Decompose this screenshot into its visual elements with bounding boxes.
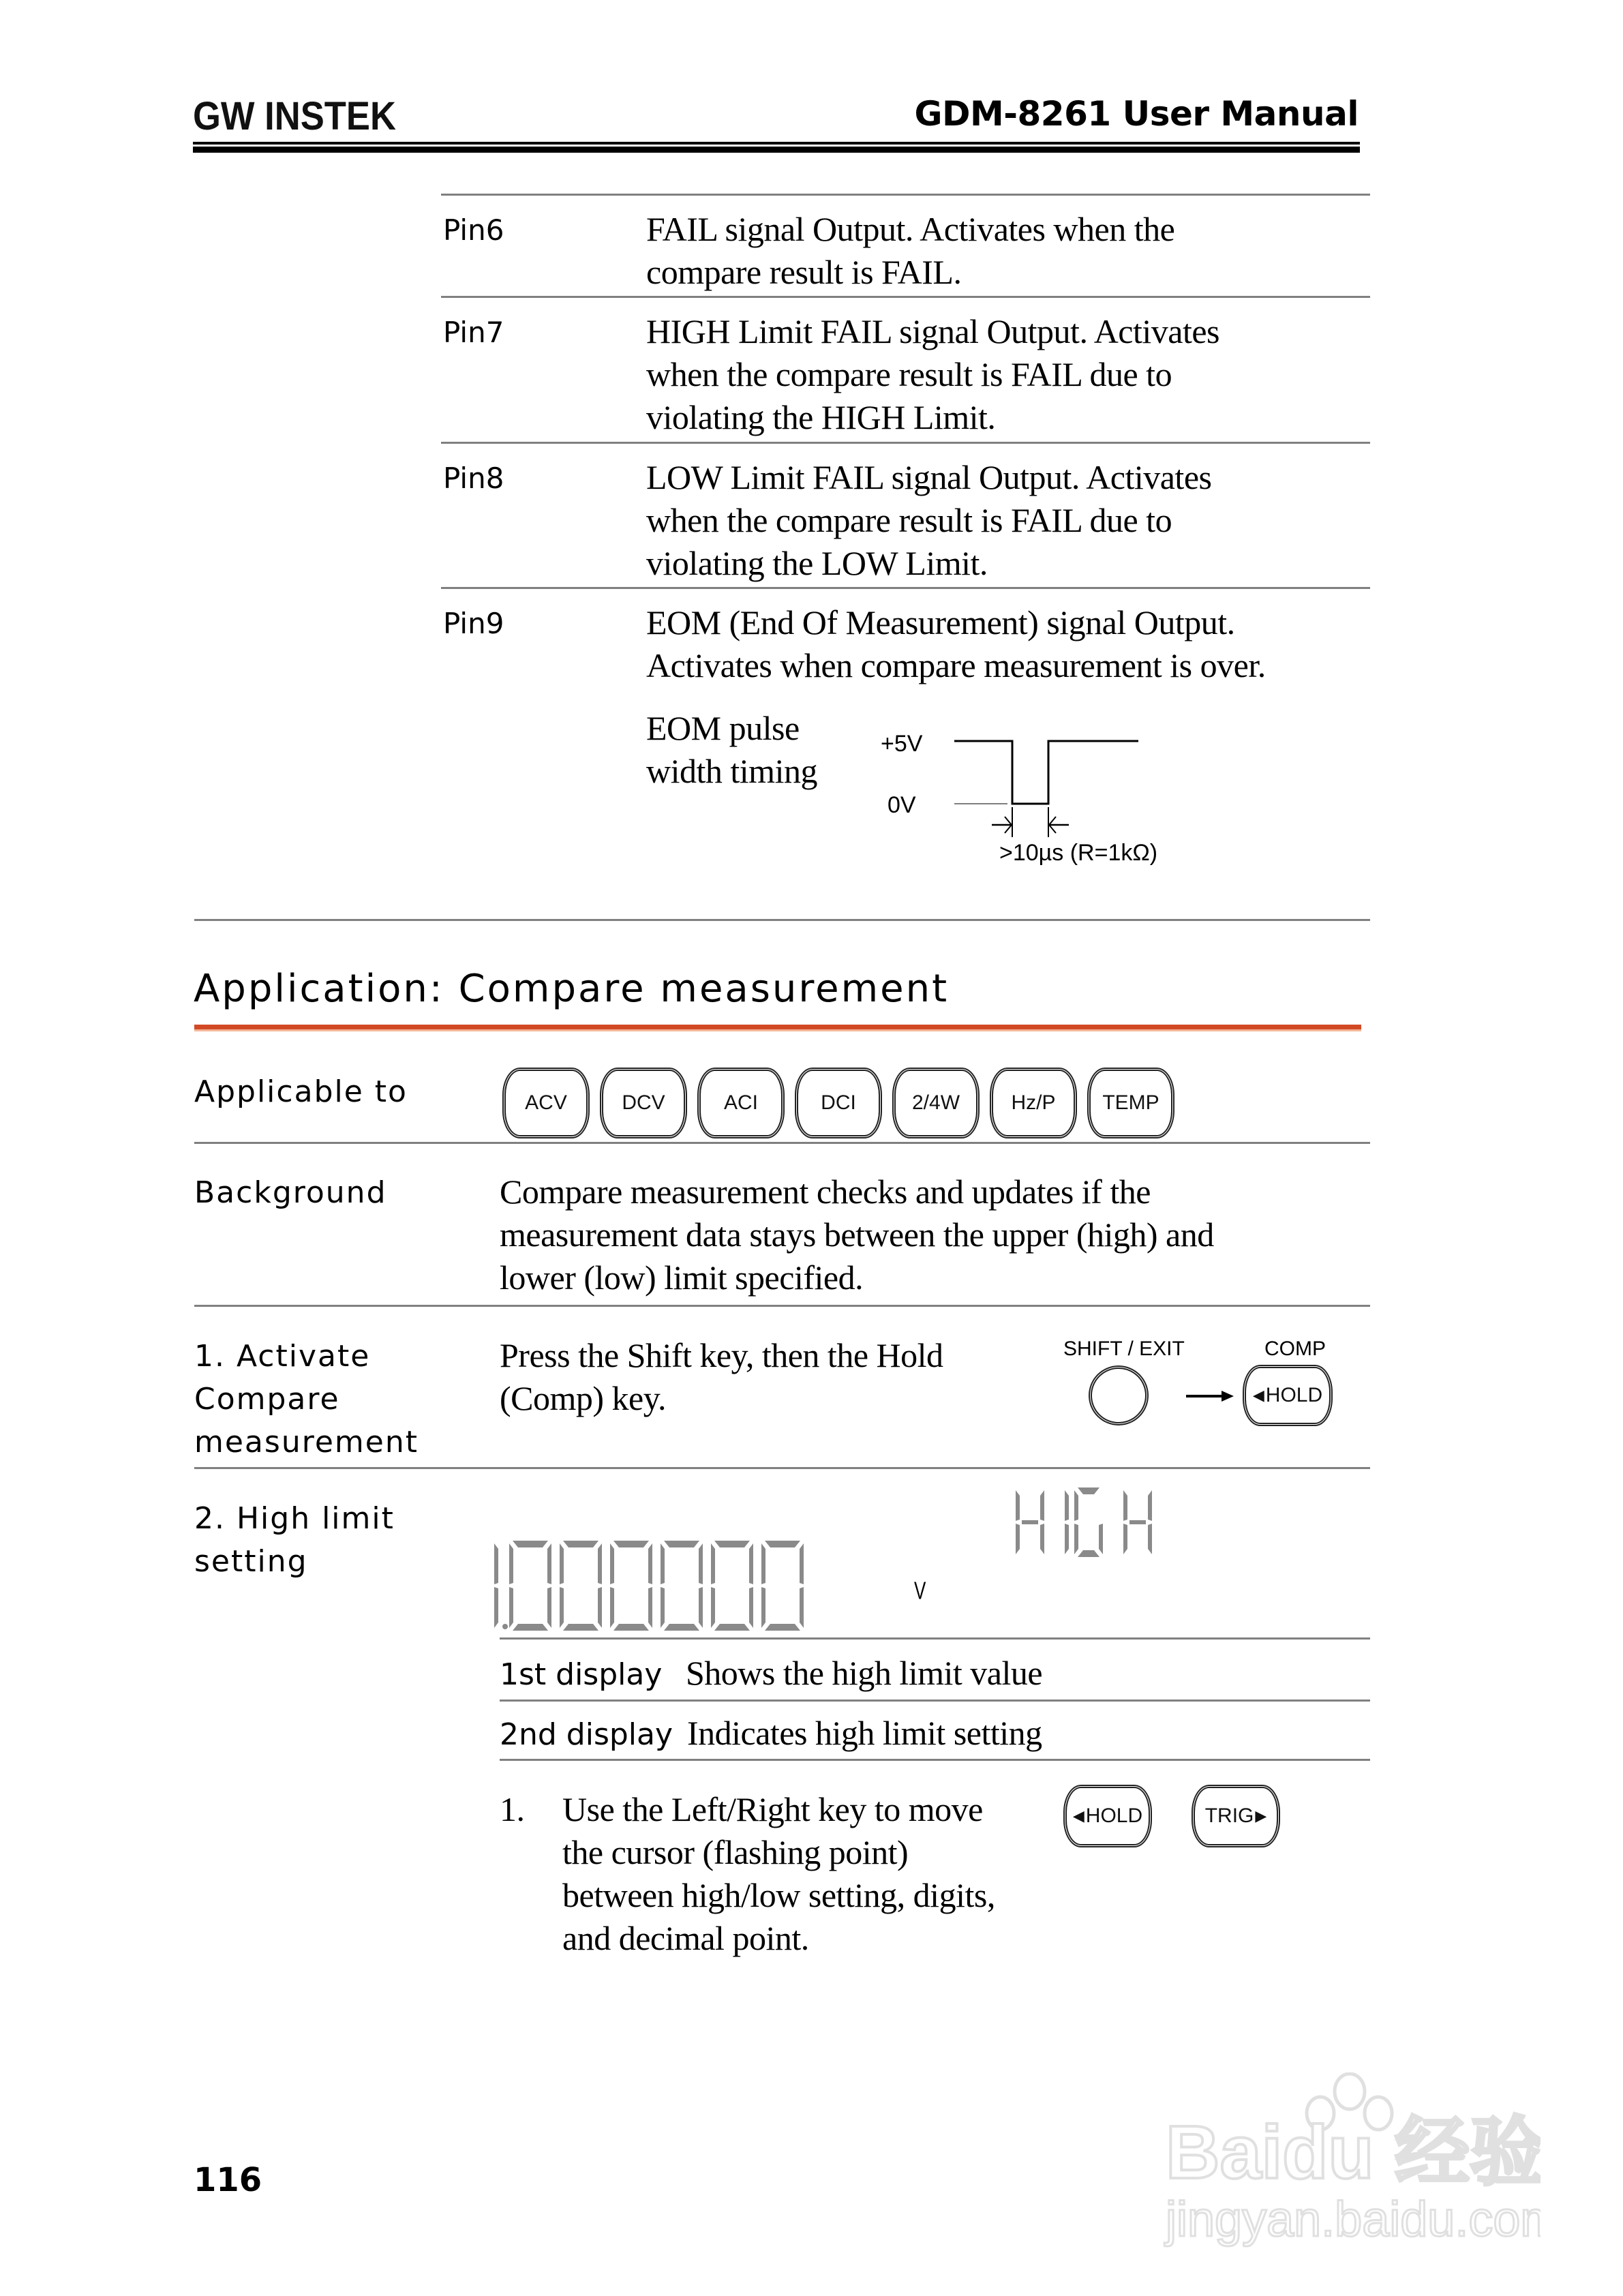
lcd-segment <box>761 1543 765 1584</box>
step1-label-line: Compare <box>194 1382 340 1417</box>
pulse-line <box>954 741 1138 804</box>
pin-label: Pin9 <box>443 607 504 640</box>
lcd-segment <box>560 1543 564 1584</box>
pin-description-line: FAIL signal Output. Activates when the <box>646 210 1175 248</box>
key-label: ACV <box>525 1091 567 1114</box>
watermark-url: jingyan.baidu.com <box>1166 2192 1541 2247</box>
key-label: HOLD <box>1085 1804 1143 1827</box>
manual-title: GDM-8261 User Manual <box>914 94 1359 134</box>
pulse-width-label: >10µs (R=1kΩ) <box>999 840 1158 866</box>
background-label: Background <box>194 1175 387 1210</box>
lcd-segment <box>513 1541 548 1547</box>
instruction-line: between high/low setting, digits, <box>562 1876 995 1914</box>
left-triangle-icon: ◀ <box>1252 1387 1264 1404</box>
key-temp[interactable] <box>1087 1068 1174 1138</box>
lcd-digit <box>761 1541 804 1631</box>
lcd-segment <box>1040 1490 1044 1521</box>
applicable-label: Applicable to <box>194 1074 408 1109</box>
right-trig-key[interactable] <box>1192 1785 1280 1847</box>
lcd-digit <box>494 1543 498 1628</box>
background-text <box>500 1170 1214 1299</box>
pin-table-top-rule <box>441 194 1370 196</box>
step2-label-line: setting <box>194 1544 308 1579</box>
step1-label-line: measurement <box>194 1425 419 1460</box>
lcd-segment <box>1065 1490 1069 1521</box>
lcd-segment <box>711 1587 715 1628</box>
lcd-segment <box>749 1587 753 1628</box>
logo-text: GW INSTEK <box>193 95 397 134</box>
key-hz-p[interactable] <box>990 1068 1077 1138</box>
lcd-segment <box>761 1587 765 1628</box>
section-title: Application: Compare measurement <box>194 967 950 1011</box>
lcd-segment <box>1065 1524 1069 1554</box>
display-table-rule <box>500 1700 1370 1702</box>
display-value: Indicates high limit setting <box>687 1714 1042 1752</box>
pin-description-line: EOM (End Of Measurement) signal Output. <box>646 603 1235 641</box>
lcd-segment <box>699 1587 703 1628</box>
display-value: Shows the high limit value <box>686 1654 1043 1692</box>
key-label: HOLD <box>1265 1384 1323 1406</box>
lcd-decimal-point <box>502 1624 508 1629</box>
lcd-digit <box>610 1541 652 1631</box>
step1-label-line: 1. Activate <box>194 1339 371 1374</box>
lcd-segment <box>1148 1490 1152 1521</box>
seven-segment-main-icon <box>494 1539 862 1635</box>
lcd-segment <box>610 1587 614 1628</box>
pin-description-line: violating the LOW Limit. <box>646 544 988 582</box>
watermark-brand: Baidu 经验 <box>1166 2111 1541 2194</box>
lcd-segment <box>1078 1550 1099 1557</box>
lcd-segment <box>714 1624 750 1631</box>
lcd-segment <box>800 1543 804 1584</box>
baidu-watermark <box>1159 2072 1541 2250</box>
display-table-rule <box>500 1637 1370 1640</box>
step1-text <box>500 1334 943 1420</box>
step1-label <box>194 1335 419 1464</box>
lcd-segment <box>1074 1524 1078 1554</box>
lcd-digit <box>661 1541 703 1631</box>
key-label: ACI <box>723 1091 758 1114</box>
key-2-4w[interactable] <box>892 1068 980 1138</box>
seven-segment-second-icon <box>1016 1486 1193 1561</box>
lcd-segment <box>1123 1524 1127 1554</box>
step2-label-line: 2. High limit <box>194 1501 395 1536</box>
background-line: lower (low) limit specified. <box>500 1258 864 1297</box>
lcd-segment <box>598 1543 602 1584</box>
lcd-segment <box>1078 1487 1099 1494</box>
key-aci[interactable] <box>697 1068 785 1138</box>
pin-label: Pin6 <box>443 213 504 247</box>
lcd-segment <box>765 1541 800 1547</box>
section-accent-rule-light <box>194 1029 1361 1031</box>
pin-description-line: HIGH Limit FAIL signal Output. Activates <box>646 312 1220 350</box>
key-label: DCI <box>821 1091 856 1114</box>
shift-key-button[interactable] <box>1089 1365 1149 1425</box>
high-level-label: +5V <box>881 731 923 757</box>
lcd-segment <box>610 1543 614 1584</box>
lcd-segment <box>1099 1524 1103 1554</box>
section-divider <box>194 919 1370 921</box>
eom-timing-diagram <box>873 723 1227 873</box>
lcd-segment <box>613 1624 649 1631</box>
lcd-digit <box>509 1541 551 1631</box>
pin-description <box>646 310 1219 439</box>
key-label: 2/4W <box>911 1091 960 1114</box>
header-rule-thin <box>193 142 1360 145</box>
row-divider <box>194 1305 1370 1307</box>
low-level-label: 0V <box>888 792 916 818</box>
pin-description-line: when the compare result is FAIL due to <box>646 501 1172 539</box>
eom-caption-line: EOM pulse <box>646 709 800 747</box>
pin-description-line: LOW Limit FAIL signal Output. Activates <box>646 458 1212 496</box>
key-dci[interactable] <box>795 1068 882 1138</box>
eom-caption <box>646 707 817 793</box>
key-acv[interactable] <box>502 1068 590 1138</box>
lcd-segment <box>547 1587 551 1628</box>
lcd-segment <box>563 1541 598 1547</box>
key-label: DCV <box>622 1091 665 1114</box>
key-label: Hz/P <box>1011 1091 1056 1114</box>
comp-label: COMP <box>1264 1338 1326 1360</box>
lcd-segment <box>509 1587 513 1628</box>
instruction-number: 1. <box>500 1790 525 1828</box>
lcd-segment <box>1040 1524 1044 1554</box>
pin-table-rule <box>441 587 1370 589</box>
page-number: 116 <box>194 2161 262 2199</box>
left-triangle-icon: ◀ <box>1072 1807 1084 1824</box>
lcd-segment <box>648 1543 652 1584</box>
lcd-segment <box>613 1541 649 1547</box>
pin-description-line: when the compare result is FAIL due to <box>646 355 1172 393</box>
pin-description <box>646 456 1211 585</box>
shift-key-label: SHIFT / EXIT <box>1063 1338 1185 1360</box>
pin-description <box>646 208 1174 294</box>
pin-description <box>646 601 1266 687</box>
lcd-segment <box>1123 1490 1127 1521</box>
step1-line: Press the Shift key, then the Hold <box>500 1336 943 1374</box>
pin-label: Pin8 <box>443 462 504 495</box>
right-triangle-icon: ▶ <box>1255 1807 1267 1824</box>
key-label: TEMP <box>1102 1091 1159 1114</box>
background-line: Compare measurement checks and updates if the <box>500 1173 1151 1211</box>
lcd-segment <box>714 1541 750 1547</box>
lcd-digit <box>1065 1490 1069 1554</box>
lcd-segment <box>547 1543 551 1584</box>
lcd-segment <box>765 1624 800 1631</box>
lcd-segment <box>648 1587 652 1628</box>
pulse-waveform-icon <box>873 723 1227 873</box>
pin-description-line: Activates when compare measurement is over. <box>646 646 1266 684</box>
left-hold-key[interactable] <box>1063 1785 1152 1847</box>
key-label: TRIG <box>1204 1804 1254 1827</box>
lcd-digit <box>1074 1487 1103 1557</box>
lcd-segment <box>800 1587 804 1628</box>
gw-instek-logo-icon <box>193 95 397 134</box>
pin-description-line: violating the HIGH Limit. <box>646 398 996 436</box>
display-key: 1st display <box>500 1657 663 1692</box>
lcd-segment <box>494 1587 498 1628</box>
row-divider <box>194 1467 1370 1469</box>
lcd-digit <box>1123 1490 1152 1554</box>
lcd-segment <box>494 1543 498 1584</box>
lcd-segment <box>661 1543 665 1584</box>
lcd-segment <box>598 1587 602 1628</box>
instruction-text <box>562 1788 995 1960</box>
brand-logo <box>193 95 397 134</box>
header-rule-thick <box>193 147 1360 153</box>
baidu-paw-icon <box>1159 2072 1541 2250</box>
lcd-segment <box>1074 1490 1078 1521</box>
lcd-segment <box>1129 1520 1146 1524</box>
lcd-digit <box>560 1541 602 1631</box>
display-key: 2nd display <box>500 1717 673 1752</box>
lcd-main-display <box>494 1539 862 1635</box>
pin-table-rule <box>441 296 1370 298</box>
pin-table-rule <box>441 442 1370 444</box>
lcd-segment <box>1148 1524 1152 1554</box>
lcd-segment <box>664 1541 699 1547</box>
lcd-second-display <box>1016 1486 1193 1561</box>
row-divider <box>194 1142 1370 1144</box>
lcd-segment <box>513 1624 548 1631</box>
lcd-segment <box>711 1543 715 1584</box>
arrow-right-icon <box>1186 1391 1234 1402</box>
step2-label <box>194 1497 395 1583</box>
instruction-line: Use the Left/Right key to move <box>562 1790 983 1828</box>
background-line: measurement data stays between the upper (high) and <box>500 1215 1214 1254</box>
lcd-segment <box>560 1587 564 1628</box>
lcd-segment <box>1022 1520 1038 1524</box>
section-accent-rule <box>194 1025 1361 1029</box>
lcd-segment <box>749 1543 753 1584</box>
pin-label: Pin7 <box>443 316 504 349</box>
eom-caption-line: width timing <box>646 752 817 790</box>
lcd-segment <box>1016 1490 1020 1521</box>
lcd-digit <box>711 1541 753 1631</box>
lcd-digit <box>1016 1490 1044 1554</box>
pin-description-line: compare result is FAIL. <box>646 253 962 291</box>
lcd-segment <box>661 1587 665 1628</box>
lcd-segment <box>664 1624 699 1631</box>
instruction-line: and decimal point. <box>562 1919 809 1957</box>
key-dcv[interactable] <box>600 1068 687 1138</box>
lcd-segment <box>563 1624 598 1631</box>
display-table-rule <box>500 1759 1370 1761</box>
hold-comp-key[interactable] <box>1243 1365 1333 1426</box>
lcd-segment <box>509 1543 513 1584</box>
lcd-segment <box>699 1543 703 1584</box>
lcd-unit: V <box>914 1575 926 1605</box>
instruction-line: the cursor (flashing point) <box>562 1833 909 1871</box>
lcd-segment <box>1016 1524 1020 1554</box>
step1-line: (Comp) key. <box>500 1379 666 1417</box>
